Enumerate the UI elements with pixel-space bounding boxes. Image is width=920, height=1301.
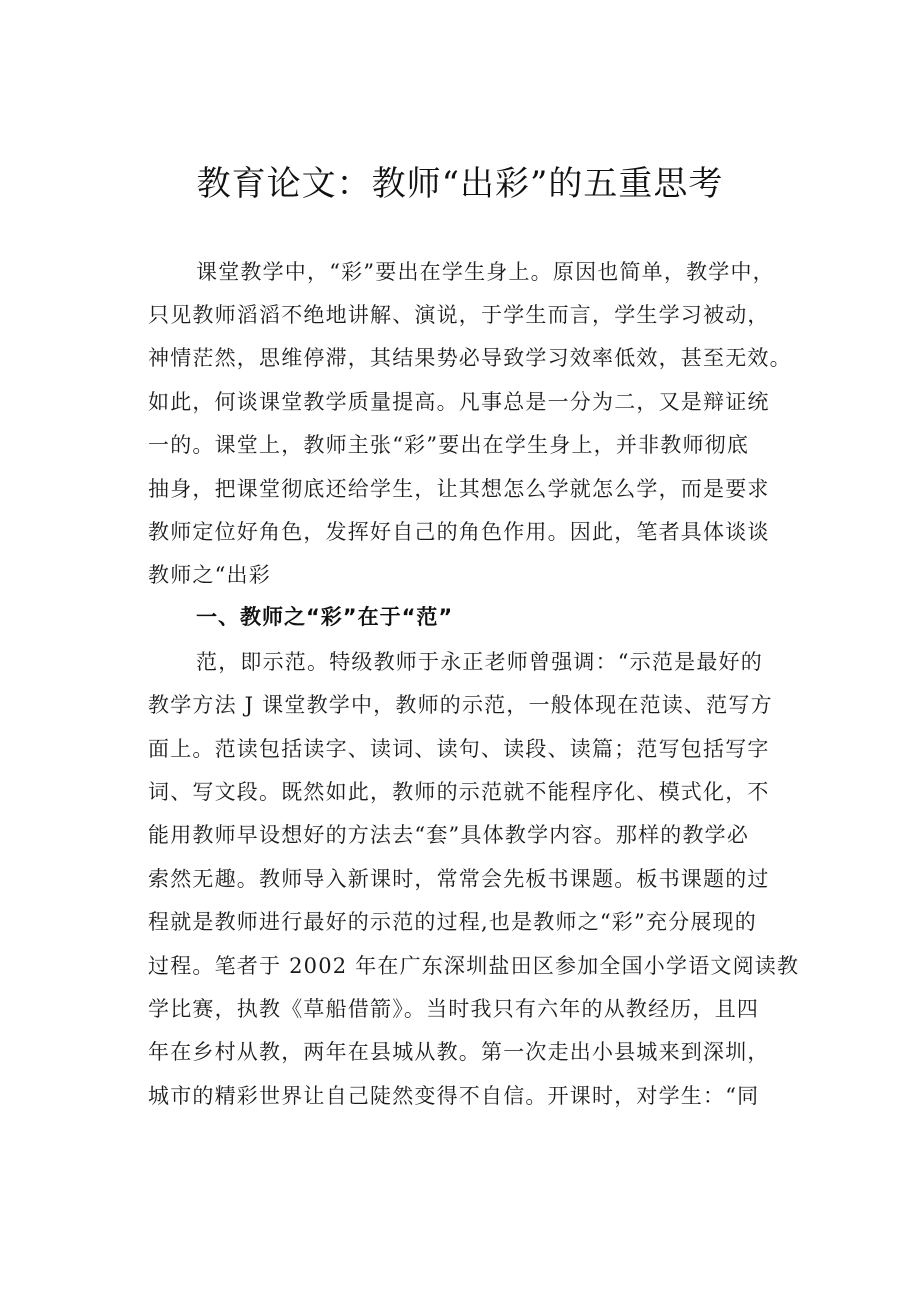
paragraph-2-line-11: 城市的精彩世界让自己陡然变得不自信。开课时，对学生：“同 — [148, 1084, 760, 1108]
paragraph-1-line-5: 一的。课堂上，教师主张“彩”要出在学生身上，并非教师彻底 — [148, 433, 750, 457]
paragraph-2-line-8: 过程。笔者于 2002 年在广东深圳盐田区参加全国小学语文阅读教 — [148, 954, 800, 978]
paragraph-1-line-6: 抽身，把课堂彻底还给学生，让其想怎么学就怎么学，而是要求 — [148, 477, 770, 501]
paragraph-1-line-2: 只见教师滔滔不绝地讲解、演说，于学生而言，学生学习被动， — [148, 303, 770, 327]
paragraph-2-line-9: 学比赛，执教《草船借箭》。当时我只有六年的从教经历，且四 — [148, 997, 760, 1021]
paragraph-2-line-2: 教学方法 J 课堂教学中，教师的示范，一般体现在范读、范写方 — [148, 693, 773, 717]
paragraph-2-line-10: 年在乡村从教，两年在县城从教。第一次走出小县城来到深圳， — [148, 1040, 770, 1064]
paragraph-2-line-3: 面上。范读包括读字、读词、读句、读段、读篇；范写包括写字 — [148, 737, 770, 761]
paragraph-2-line-1: 范，即示范。特级教师于永正老师曾强调：“示范是最好的 — [196, 650, 763, 674]
paragraph-2-line-7: 程就是教师进行最好的示范的过程,也是教师之“彩”充分展现的 — [148, 910, 757, 934]
paragraph-1-line-8: 教师之“出彩 — [148, 563, 271, 587]
section-1-heading: 一、教师之“彩”在于“范” — [196, 605, 454, 629]
document-title: 教育论文：教师“出彩”的五重思考 — [196, 164, 724, 204]
paragraph-1-line-4: 如此，何谈课堂教学质量提高。凡事总是一分为二，又是辩证统 — [148, 390, 770, 414]
paragraph-1-line-1: 课堂教学中，“彩”要出在学生身上。原因也简单，教学中， — [196, 260, 775, 284]
paragraph-2-line-4: 词、写文段。既然如此，教师的示范就不能程序化、模式化，不 — [148, 780, 770, 804]
paragraph-1-line-7: 教师定位好角色，发挥好自己的角色作用。因此，笔者具体谈谈 — [148, 520, 770, 544]
paragraph-2-line-5: 能用教师早设想好的方法去“套”具体教学内容。那样的教学必 — [148, 823, 750, 847]
paragraph-1-line-3: 神情茫然，思维停滞，其结果势必导致学习效率低效，甚至无效。 — [148, 346, 792, 370]
paragraph-2-line-6: 索然无趣。教师导入新课时，常常会先板书课题。板书课题的过 — [148, 867, 770, 891]
